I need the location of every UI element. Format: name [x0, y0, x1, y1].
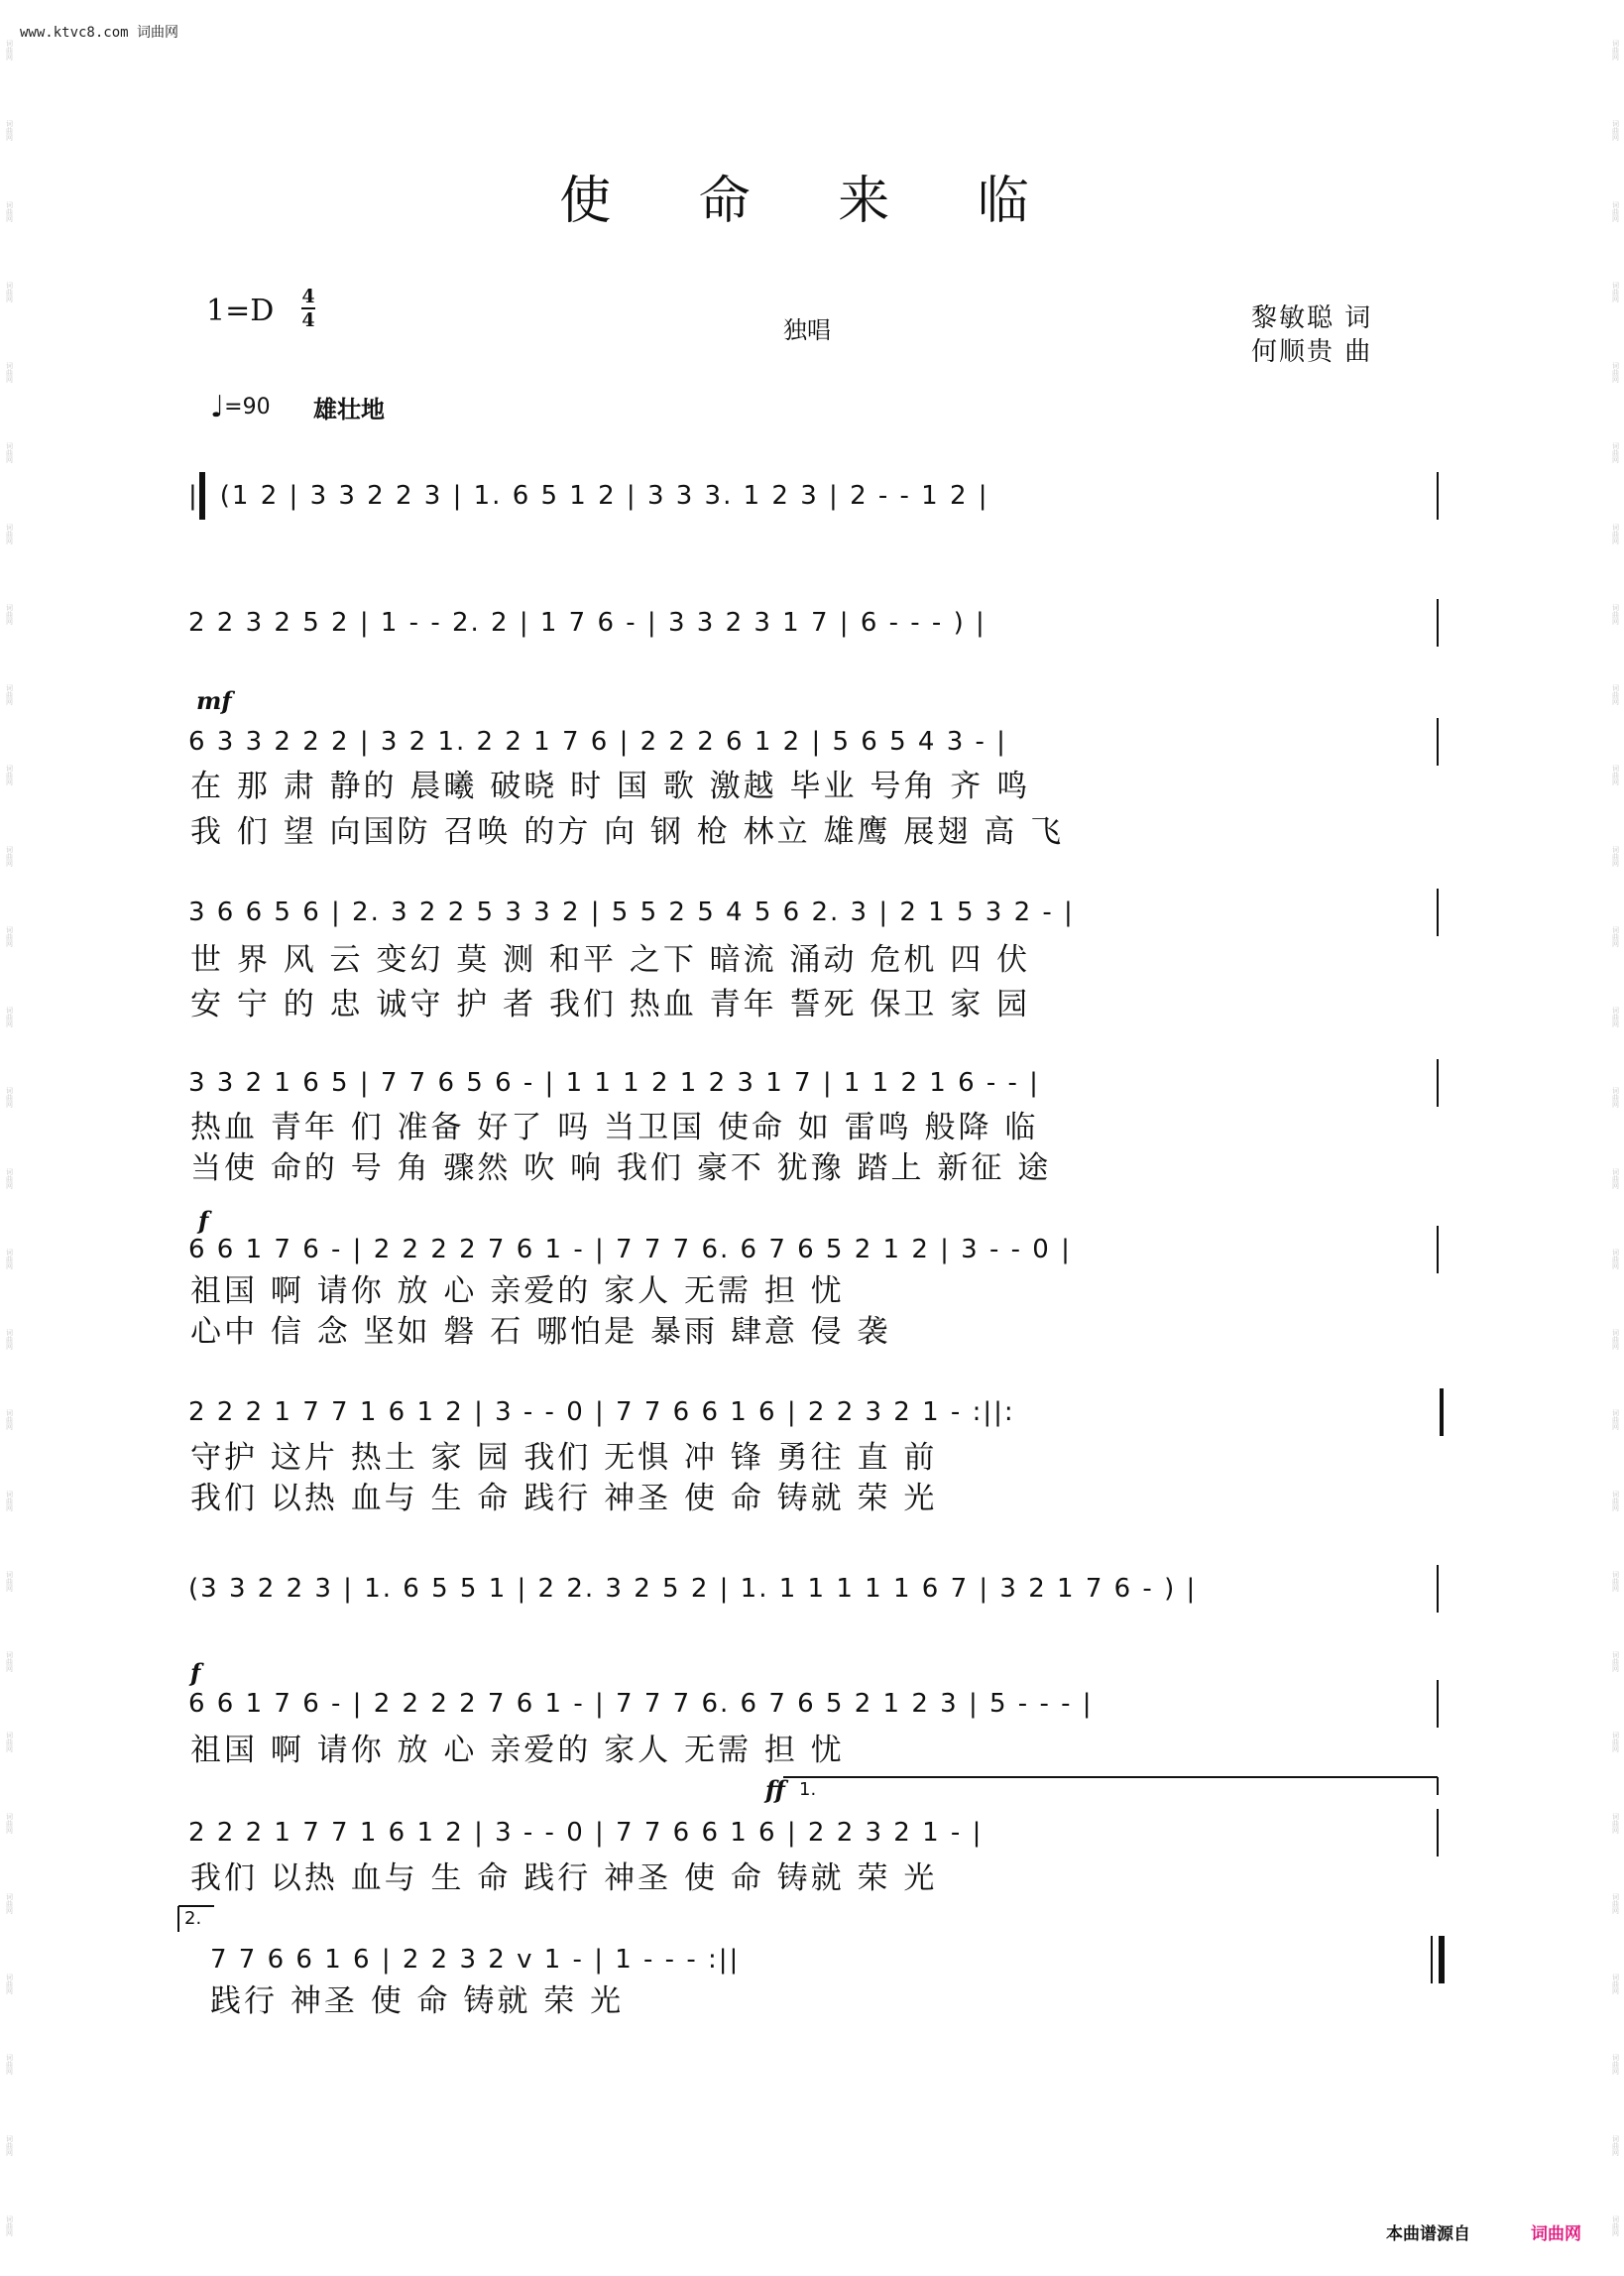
footer-site-link[interactable]: 词曲网 — [1531, 2224, 1581, 2244]
lyric-9: 祖国 啊 请你 放 心 亲爱的 家人 无需 担 忧 — [190, 1733, 845, 1768]
composer-credit: 何顺贵 曲 — [1251, 337, 1373, 367]
lyric-4-verse-2: 安 宁 的 忠 诚守 护 者 我们 热血 青年 誓死 保卫 家 园 — [190, 987, 1031, 1022]
edge-watermark-mark: 词曲网 — [1611, 1892, 1620, 1914]
lyric-3-verse-2: 我 们 望 向国防 召唤 的方 向 钢 枪 林立 雄鹰 展翅 高 飞 — [190, 814, 1065, 850]
time-signature-bottom: 4 — [301, 309, 315, 331]
edge-watermark-mark: 词曲网 — [5, 281, 14, 302]
edge-watermark-mark: 词曲网 — [1611, 1570, 1620, 1592]
edge-watermark-mark: 词曲网 — [1611, 281, 1620, 302]
edge-watermark-mark: 词曲网 — [1611, 1409, 1620, 1431]
edge-watermark-mark: 词曲网 — [1611, 362, 1620, 383]
volta-second-label: 2. — [184, 1908, 202, 1929]
edge-watermark-mark: 词曲网 — [5, 1490, 14, 1511]
barlines-7 — [188, 1384, 1450, 1440]
edge-watermark-mark: 词曲网 — [1611, 200, 1620, 222]
dynamic-f-2: f — [190, 1658, 201, 1687]
edge-watermark-mark: 词曲网 — [1611, 845, 1620, 867]
dynamic-mf: mf — [196, 686, 232, 715]
lyric-11: 践行 神圣 使 命 铸就 荣 光 — [210, 1983, 625, 2019]
edge-watermark-mark: 词曲网 — [1611, 1651, 1620, 1672]
barlines-11 — [188, 1932, 1450, 1987]
music-line-8: (3 3 2 2 3 | 1. 6 5 5 1 | 2 2. 3 2 5 2 | 1. 1 1 1 1 1 6 7 | 3 2 1 7 6 - ) | — [188, 1574, 1198, 1604]
edge-watermark-mark: 词曲网 — [5, 1974, 14, 1994]
edge-watermark-mark: 词曲网 — [5, 1570, 14, 1592]
edge-watermark-mark: 词曲网 — [1611, 603, 1620, 625]
lyric-6-verse-2: 心中 信 念 坚如 磐 石 哪怕是 暴雨 肆意 侵 袭 — [190, 1314, 891, 1350]
edge-watermark-mark: 词曲网 — [5, 200, 14, 222]
lyric-7-verse-1: 守护 这片 热土 家 园 我们 无惧 冲 锋 勇往 直 前 — [190, 1440, 938, 1476]
site-url[interactable]: www.ktvc8.com 词曲网 — [20, 25, 179, 41]
edge-watermark-mark: 词曲网 — [1611, 2054, 1620, 2076]
barlines-4 — [188, 885, 1450, 940]
edge-watermark-mark: 词曲网 — [5, 1329, 14, 1350]
edge-watermark-mark: 词曲网 — [5, 765, 14, 786]
edge-watermark-mark: 词曲网 — [5, 1087, 14, 1109]
edge-watermark-mark: 词曲网 — [1611, 1732, 1620, 1753]
music-line-1: |: (1 2 | 3 3 2 2 3 | 1. 6 5 1 2 | 3 3 3. 1 2 3 | 2 - - 1 2 | — [188, 481, 989, 511]
tempo-value: =90 — [224, 395, 271, 419]
edge-watermark-mark: 词曲网 — [5, 362, 14, 383]
edge-watermark-mark: 词曲网 — [1611, 925, 1620, 947]
music-line-9: 6 6 1 7 6 - | 2 2 2 2 7 6 1 - | 7 7 7 6. 6 7 6 5 2 1 2 3 | 5 - - - | — [188, 1689, 1094, 1719]
lyric-3-verse-1: 在 那 肃 静的 晨曦 破晓 时 国 歌 激越 毕业 号角 齐 鸣 — [190, 769, 1031, 804]
dynamic-ff: ff — [765, 1775, 785, 1804]
time-signature — [301, 286, 315, 331]
edge-watermark-mark: 词曲网 — [1611, 2215, 1620, 2236]
edge-watermark-mark: 词曲网 — [1611, 523, 1620, 544]
edge-watermark-mark: 词曲网 — [5, 1167, 14, 1189]
edge-watermark-mark: 词曲网 — [1611, 1974, 1620, 1994]
lyric-5-verse-2: 当使 命的 号 角 骤然 吹 响 我们 豪不 犹豫 踏上 新征 途 — [190, 1150, 1052, 1186]
volta-first-bracket — [783, 1775, 1442, 1797]
edge-watermark-mark: 词曲网 — [1611, 1248, 1620, 1269]
quarter-note-icon: ♩ — [210, 390, 225, 424]
edge-watermark-mark: 词曲网 — [1611, 1490, 1620, 1511]
performance-mode: 独唱 — [783, 316, 831, 344]
music-line-4: 3 6 6 5 6 | 2. 3 2 2 5 3 3 2 | 5 5 2 5 4 5 6 2. 3 | 2 1 5 3 2 - | — [188, 898, 1075, 927]
edge-watermark-mark: 词曲网 — [5, 1892, 14, 1914]
barlines-9 — [188, 1676, 1450, 1732]
edge-watermark-mark: 词曲网 — [5, 1651, 14, 1672]
edge-watermark-mark: 词曲网 — [1611, 1167, 1620, 1189]
volta-second-bracket — [176, 1904, 216, 1934]
barlines-10 — [188, 1805, 1450, 1860]
edge-watermark-mark: 词曲网 — [5, 1409, 14, 1431]
music-line-3: 6 3 3 2 2 2 | 3 2 1. 2 2 1 7 6 | 2 2 2 6 1 2 | 5 6 5 4 3 - | — [188, 727, 1007, 757]
edge-watermark-mark: 词曲网 — [1611, 442, 1620, 464]
edge-watermark-mark: 词曲网 — [5, 523, 14, 544]
music-line-2: 2 2 3 2 5 2 | 1 - - 2. 2 | 1 7 6 - | 3 3 2 3 1 7 | 6 - - - ) | — [188, 608, 986, 638]
lyric-6-verse-1: 祖国 啊 请你 放 心 亲爱的 家人 无需 担 忧 — [190, 1273, 845, 1309]
edge-watermark-mark: 词曲网 — [5, 442, 14, 464]
edge-watermark-mark: 词曲网 — [1611, 40, 1620, 60]
edge-watermark-mark: 词曲网 — [5, 1007, 14, 1027]
edge-watermark-mark: 词曲网 — [5, 1812, 14, 1834]
dynamic-f-1: f — [198, 1206, 209, 1235]
music-line-5: 3 3 2 1 6 5 | 7 7 6 5 6 - | 1 1 1 2 1 2 3 1 7 | 1 1 2 1 6 - - | — [188, 1068, 1040, 1098]
edge-watermark-mark: 词曲网 — [1611, 120, 1620, 142]
edge-watermark-mark: 词曲网 — [5, 2054, 14, 2076]
lyric-5-verse-1: 热血 青年 们 准备 好了 吗 当卫国 使命 如 雷鸣 般降 临 — [190, 1110, 1039, 1145]
edge-watermark-mark: 词曲网 — [5, 684, 14, 705]
lyric-7-verse-2: 我们 以热 血与 生 命 践行 神圣 使 命 铸就 荣 光 — [190, 1481, 938, 1516]
barlines-2 — [188, 595, 1450, 651]
edge-watermark-mark: 词曲网 — [1611, 1007, 1620, 1027]
lyricist-credit: 黎敏聪 词 — [1251, 303, 1373, 333]
page-title: 使 命 来 临 — [559, 172, 1065, 231]
barlines-6 — [188, 1222, 1450, 1277]
music-line-11: 7 7 6 6 1 6 | 2 2 3 2 v 1 - | 1 - - - :|| — [210, 1945, 741, 1975]
volta-first-label: 1. — [799, 1779, 817, 1800]
edge-watermark-mark: 词曲网 — [5, 925, 14, 947]
edge-watermark-mark: 词曲网 — [5, 845, 14, 867]
music-line-7: 2 2 2 1 7 7 1 6 1 2 | 3 - - 0 | 7 7 6 6 1 6 | 2 2 3 2 1 - :||: — [188, 1397, 1015, 1427]
left-edge-watermark — [2, 40, 16, 2236]
edge-watermark-mark: 词曲网 — [5, 1248, 14, 1269]
music-line-6: 6 6 1 7 6 - | 2 2 2 2 7 6 1 - | 7 7 7 6. 6 7 6 5 2 1 2 | 3 - - 0 | — [188, 1235, 1072, 1264]
footer-source-note: 本曲谱源自 — [1386, 2224, 1470, 2244]
edge-watermark-mark: 词曲网 — [1611, 1087, 1620, 1109]
edge-watermark-mark: 词曲网 — [5, 1732, 14, 1753]
barlines-3 — [188, 714, 1450, 770]
time-signature-top: 4 — [301, 286, 315, 307]
edge-watermark-mark: 词曲网 — [5, 2215, 14, 2236]
tempo-marking — [210, 390, 271, 424]
edge-watermark-mark: 词曲网 — [1611, 684, 1620, 705]
lyric-10: 我们 以热 血与 生 命 践行 神圣 使 命 铸就 荣 光 — [190, 1860, 938, 1896]
edge-watermark-mark: 词曲网 — [1611, 765, 1620, 786]
music-line-10: 2 2 2 1 7 7 1 6 1 2 | 3 - - 0 | 7 7 6 6 1 6 | 2 2 3 2 1 - | — [188, 1818, 984, 1848]
edge-watermark-mark: 词曲网 — [1611, 2134, 1620, 2156]
edge-watermark-mark: 词曲网 — [5, 603, 14, 625]
lyric-4-verse-1: 世 界 风 云 变幻 莫 测 和平 之下 暗流 涌动 危机 四 伏 — [190, 942, 1031, 978]
barlines-5 — [188, 1055, 1450, 1111]
key-signature: 1=D — [206, 294, 275, 328]
barlines-1 — [188, 468, 1450, 524]
barlines-8 — [188, 1561, 1450, 1617]
edge-watermark-mark: 词曲网 — [5, 120, 14, 142]
expression-marking: 雄壮地 — [313, 396, 385, 423]
edge-watermark-mark: 词曲网 — [5, 40, 14, 60]
edge-watermark-mark: 词曲网 — [1611, 1812, 1620, 1834]
edge-watermark-mark: 词曲网 — [1611, 1329, 1620, 1350]
right-edge-watermark — [1608, 40, 1622, 2236]
edge-watermark-mark: 词曲网 — [5, 2134, 14, 2156]
